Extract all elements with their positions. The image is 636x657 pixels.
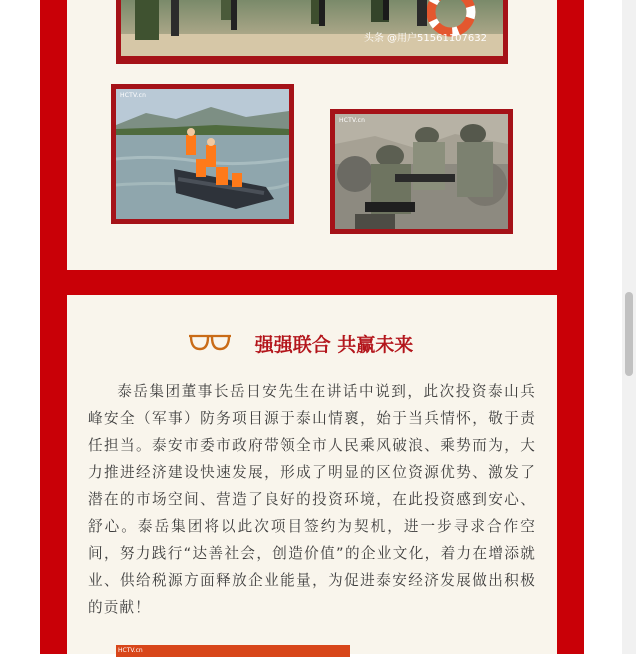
tv-logo: HCTV.cn [120, 92, 147, 99]
right-photo-frame [330, 109, 513, 234]
page-scrollbar[interactable] [622, 0, 636, 654]
photo-watermark: 头条 @用户51561107632 [363, 33, 487, 44]
soldiers-photo-image [335, 114, 508, 229]
next-photo-top-edge [116, 645, 350, 657]
boat-photo [116, 89, 289, 219]
section-paragraph: 泰岳集团董事长岳日安先生在讲话中说到，此次投资泰山兵峰安全（军事）防务项目源于泰山情褱，始于当兵情怀，敬于责任担当。泰安市委市政府带领全市人民乘风破浪、乘势而为，大力推进经济建设快速发展，形成了明显的区位资源优势、激发了潜在的市场空间、营造了良好的投资环境，在此投资感到安心、舒心。泰岳集团将以此次项目签约为契机，进一步寻求合作空间，努力践行“达善社会，创造价值”的企业文化，着力在增添就业、供给税源方面释放企业能量，为促进泰安经济发展做出积极的贡献！ [88, 383, 536, 616]
boat-photo-image [116, 89, 289, 219]
tv-logo: HCTV.cn [118, 647, 143, 654]
ceremony-photo [121, 0, 503, 56]
tv-logo: HCTV.cn [339, 117, 366, 124]
left-photo-frame [111, 84, 294, 224]
scrollbar-thumb[interactable] [625, 292, 633, 376]
ceremony-photo-image [121, 0, 503, 56]
section-heading [0, 330, 618, 357]
glasses-icon [187, 332, 233, 356]
section-title: 强强联合 共赢未来 [254, 334, 414, 356]
soldiers-photo [335, 114, 508, 229]
top-photo-frame [116, 0, 508, 64]
